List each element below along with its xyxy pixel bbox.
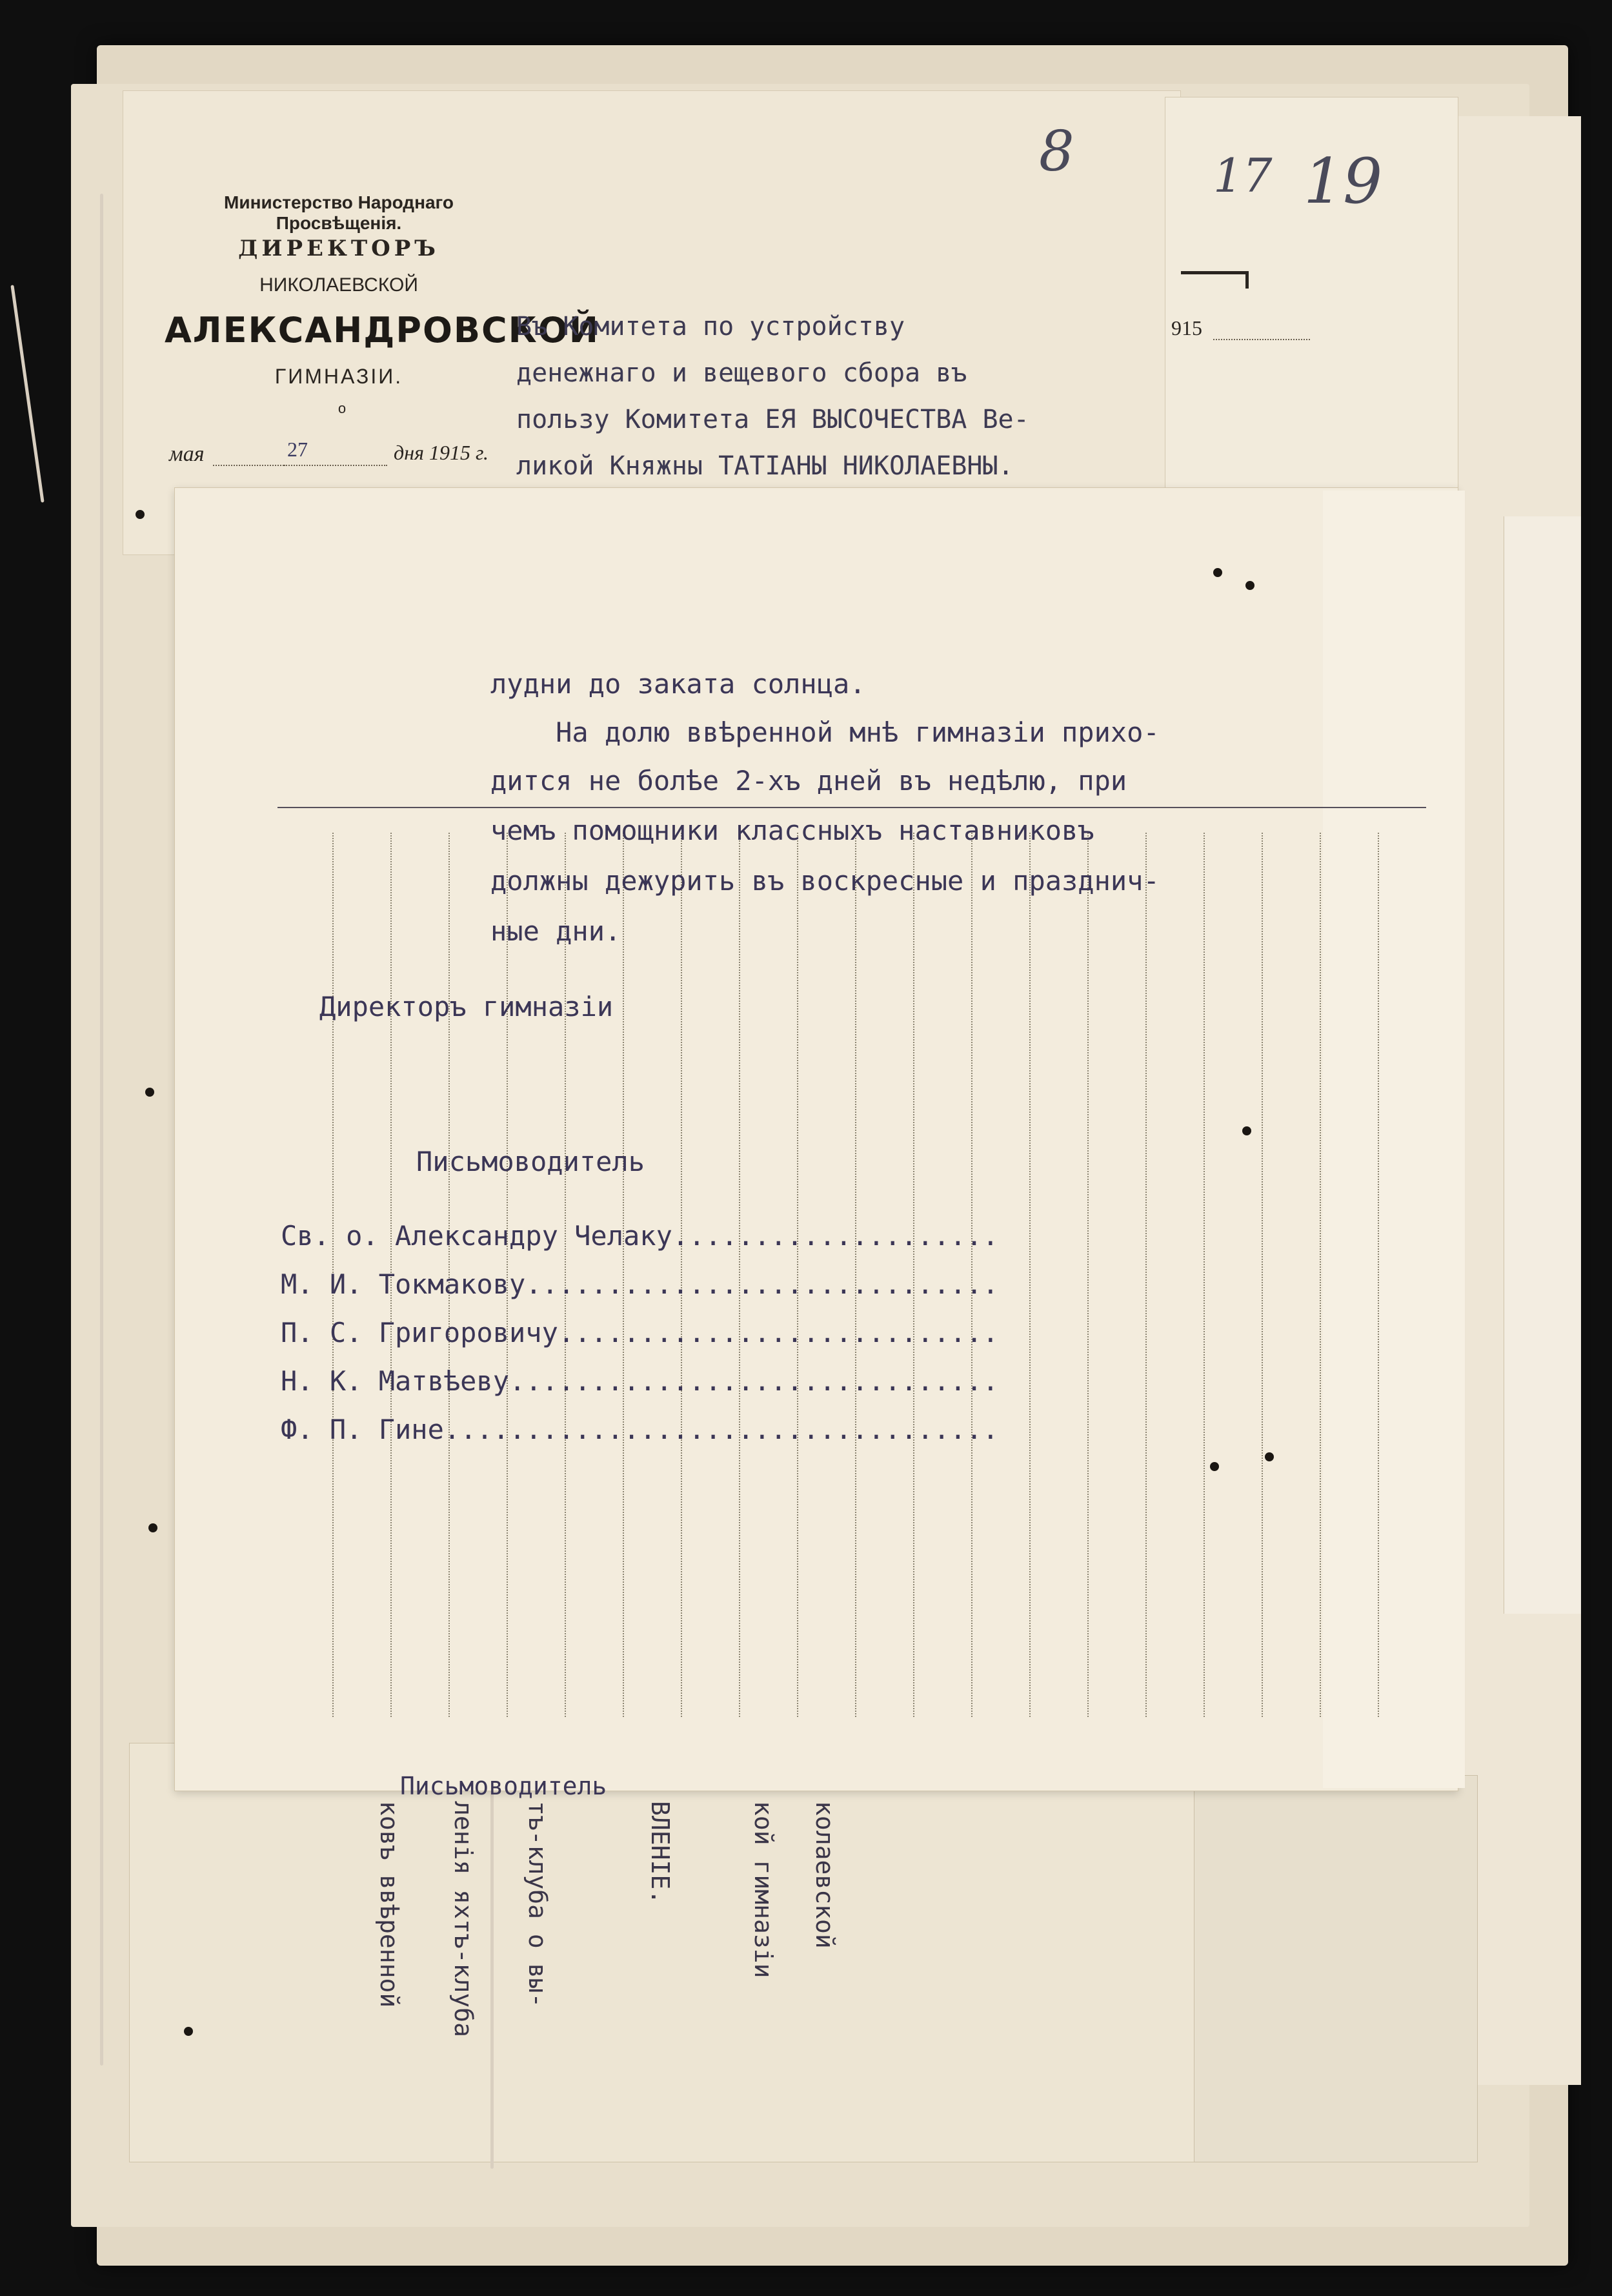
body-line: дится не болѣе 2-хъ дней въ недѣлю, при [490,765,1127,797]
tab-year-underline [1213,339,1310,340]
folio-number: 19 [1304,145,1383,218]
tab-year: 915 [1171,316,1202,340]
date-year: дня 1915 г. [394,441,489,464]
date-underline [284,465,387,466]
gymnasium-heading: ГИМНАЗІИ. [274,365,403,388]
address-line: пользу Комитета ЕЯ ВЫСОЧЕСТВА Ве- [516,405,1029,434]
binding-string [490,1743,494,2169]
punch-hole [145,1088,154,1097]
body-line: лудни до заката солнца. [490,668,866,700]
letterhead-o: о [338,400,347,416]
punch-hole [1265,1452,1274,1461]
body-line: чемъ помощники классныхъ наставниковъ [490,815,1094,846]
body-line: должны дежурить въ воскресные и празднич- [490,865,1160,897]
punch-hole [136,510,145,519]
director-signature: Директоръ гимназіи [319,991,614,1022]
under-sheet-right [1194,1775,1478,2162]
folio-number: 8 [1039,119,1074,184]
rotated-line: ковъ ввѣренной [375,1801,403,2008]
tab-mark [1181,271,1249,289]
date-month: мая [169,442,205,466]
clerk-signature: Письмоводитель [416,1146,645,1177]
rotated-line: ВЛЕНІЕ. [646,1801,674,1905]
ministry-heading: Министерство Народнаго Просвѣщенія. [224,192,454,233]
punch-hole [148,1523,157,1532]
school-name: АЛЕКСАНДРОВСКОЙ [165,310,599,350]
ruling-line [1029,833,1031,1717]
address-line: Въ Комитета по устройству [516,312,905,341]
handwritten-strip [1504,516,1581,1614]
recipient-line: М. И. Токмакову............................. [281,1268,999,1300]
punch-hole [1213,568,1222,577]
ruling-line [1204,833,1205,1717]
punch-hole [1242,1126,1251,1135]
rotated-line: тъ-клуба о вы- [523,1801,552,2008]
ruling-line [1145,833,1147,1717]
ruling-line [1378,833,1379,1717]
director-heading: ДИРЕКТОРЪ [238,236,439,261]
ruling-line [1320,833,1321,1717]
folio-number: 17 [1213,148,1273,203]
body-line: ные дни. [490,915,621,947]
address-line: ликой Княжны ТАТІАНЫ НИКОЛАЕВНЫ. [516,451,1014,481]
under-clerk-label: Письмоводитель [400,1772,607,1800]
recipient-line: П. С. Григоровичу........................... [281,1317,999,1348]
address-line: денежнаго и вещевого сбора въ [516,358,967,388]
recipient-line: Св. о. Александру Челаку.................... [281,1220,999,1252]
binding-string [10,285,44,502]
punch-hole [1245,581,1254,590]
ruling-line [1262,833,1263,1717]
rotated-line: колаевской [811,1801,839,1949]
punch-hole [1210,1462,1219,1471]
recipient-line: Ф. П. Гине.................................. [281,1414,999,1445]
separator-line [277,807,1426,808]
punch-hole [184,2027,193,2036]
letterhead-address [516,303,1162,489]
torn-flap [1323,491,1465,1788]
date-underline [213,465,284,466]
date-day: 27 [287,438,308,461]
ruling-line [1087,833,1089,1717]
nikolaev-heading: НИКОЛАЕВСКОЙ [259,274,418,296]
recipient-line: Н. К. Матвѣеву.............................. [281,1365,999,1397]
rotated-line: ленія яхтъ-клуба [449,1801,478,2038]
body-line: На долю ввѣренной мнѣ гимназіи прихо- [490,716,1160,748]
rotated-line: кой гимназіи [749,1801,778,1978]
binding-string [100,194,103,2066]
